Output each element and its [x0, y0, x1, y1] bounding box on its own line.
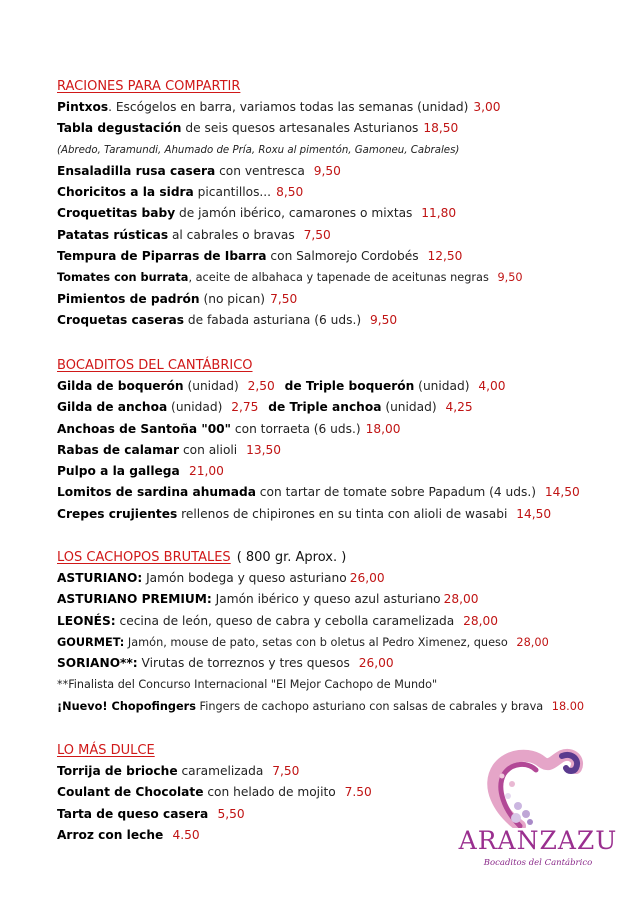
- menu-item: Gilda de boquerón (unidad) 2,50 de Triple boquerón (unidad) 4,00: [57, 379, 506, 393]
- menu-item: Pulpo a la gallega 21,00: [57, 464, 224, 479]
- menu-item: Anchoas de Santoña "00" con torraeta (6 uds.) 18,00: [57, 421, 401, 436]
- new-badge: ¡Nuevo!: [57, 699, 108, 713]
- brand-tagline: Bocaditos del Cantábrico: [483, 858, 593, 868]
- section-title-cachopos-text: LOS CACHOPOS BRUTALES: [57, 550, 231, 565]
- menu-item: Tabla degustación de seis quesos artesanales Asturianos 18,50: [57, 121, 459, 136]
- menu-item: ASTURIANO: Jamón bodega y queso asturiano 26,00: [57, 571, 385, 585]
- menu-item: Gilda de anchoa (unidad) 2,75 de Triple anchoa (unidad) 4,25: [57, 400, 473, 415]
- brand-logo: [458, 748, 618, 878]
- menu-item: Tomates con burrata, aceite de albahaca y tapenade de aceitunas negras 9,50: [57, 271, 523, 285]
- menu-item: Patatas rústicas al cabrales o bravas 7,50: [57, 227, 331, 242]
- menu-item: Coulant de Chocolate con helado de mojito 7.50: [57, 785, 372, 800]
- menu-item: Tarta de queso casera 5,50: [57, 806, 245, 821]
- section-raciones: [57, 76, 617, 331]
- section-subtitle-cachopos: ( 800 gr. Aprox. ): [236, 550, 347, 565]
- menu-item: GOURMET: Jamón, mouse de pato, setas con b oletus al Pedro Ximenez, queso 28,00: [57, 635, 549, 649]
- menu-item: ASTURIANO PREMIUM: Jamón ibérico y queso azul asturiano 28,00: [57, 592, 479, 607]
- footnote: **Finalista del Concurso Internacional "El Mejor Cachopo de Mundo": [57, 678, 438, 692]
- jester-hat-logo-icon: [458, 748, 618, 828]
- menu-item: Lomitos de sardina ahumada con tartar de tomate sobre Papadum (4 uds.) 14,50: [57, 485, 580, 500]
- brand-name: ARANZAZU: [458, 826, 618, 855]
- menu-item: Choricitos a la sidra picantillos... 8,50: [57, 185, 304, 200]
- menu-item-special: ¡Nuevo! Chopofingers Fingers de cachopo asturiano con salsas de cabrales y brava 18.00: [57, 699, 585, 713]
- menu-item: Croquetitas baby de jamón ibérico, camarones o mixtas 11,80: [57, 206, 457, 221]
- menu-item: Pintxos. Escógelos en barra, variamos todas las semanas (unidad) 3,00: [57, 100, 501, 114]
- menu-item: LEONÉS: cecina de león, queso de cabra y cebolla caramelizada 28,00: [57, 613, 499, 628]
- menu-item: Torrija de brioche caramelizada 7,50: [57, 764, 300, 778]
- menu-item: Croquetas caseras de fabada asturiana (6 uds.) 9,50: [57, 312, 398, 327]
- menu-item: Rabas de calamar con alioli 13,50: [57, 442, 281, 457]
- section-title-cachopos: [57, 547, 617, 568]
- menu-item: Tempura de Piparras de Ibarra con Salmorejo Cordobés 12,50: [57, 249, 463, 264]
- menu-item: Ensaladilla rusa casera con ventresca 9,50: [57, 163, 341, 178]
- section-bocaditos: [57, 355, 617, 525]
- section-title-dulce: LO MÁS DULCE: [57, 743, 155, 758]
- menu-item: Arroz con leche 4.50: [57, 827, 200, 842]
- menu-item-note: (Abredo, Taramundi, Ahumado de Pría, Roxu al pimentón, Gamoneu, Cabrales): [57, 144, 460, 156]
- menu-item: Pimientos de padrón (no pican) 7,50: [57, 291, 298, 306]
- section-title-bocaditos: BOCADITOS DEL CANTÁBRICO: [57, 358, 253, 373]
- menu-item: SORIANO**: Virutas de torreznos y tres quesos 26,00: [57, 656, 394, 671]
- section-title-raciones: RACIONES PARA COMPARTIR: [57, 79, 241, 94]
- section-cachopos: [57, 547, 617, 717]
- menu-item: Crepes crujientes rellenos de chipirones en su tinta con alioli de wasabi 14,50: [57, 506, 552, 521]
